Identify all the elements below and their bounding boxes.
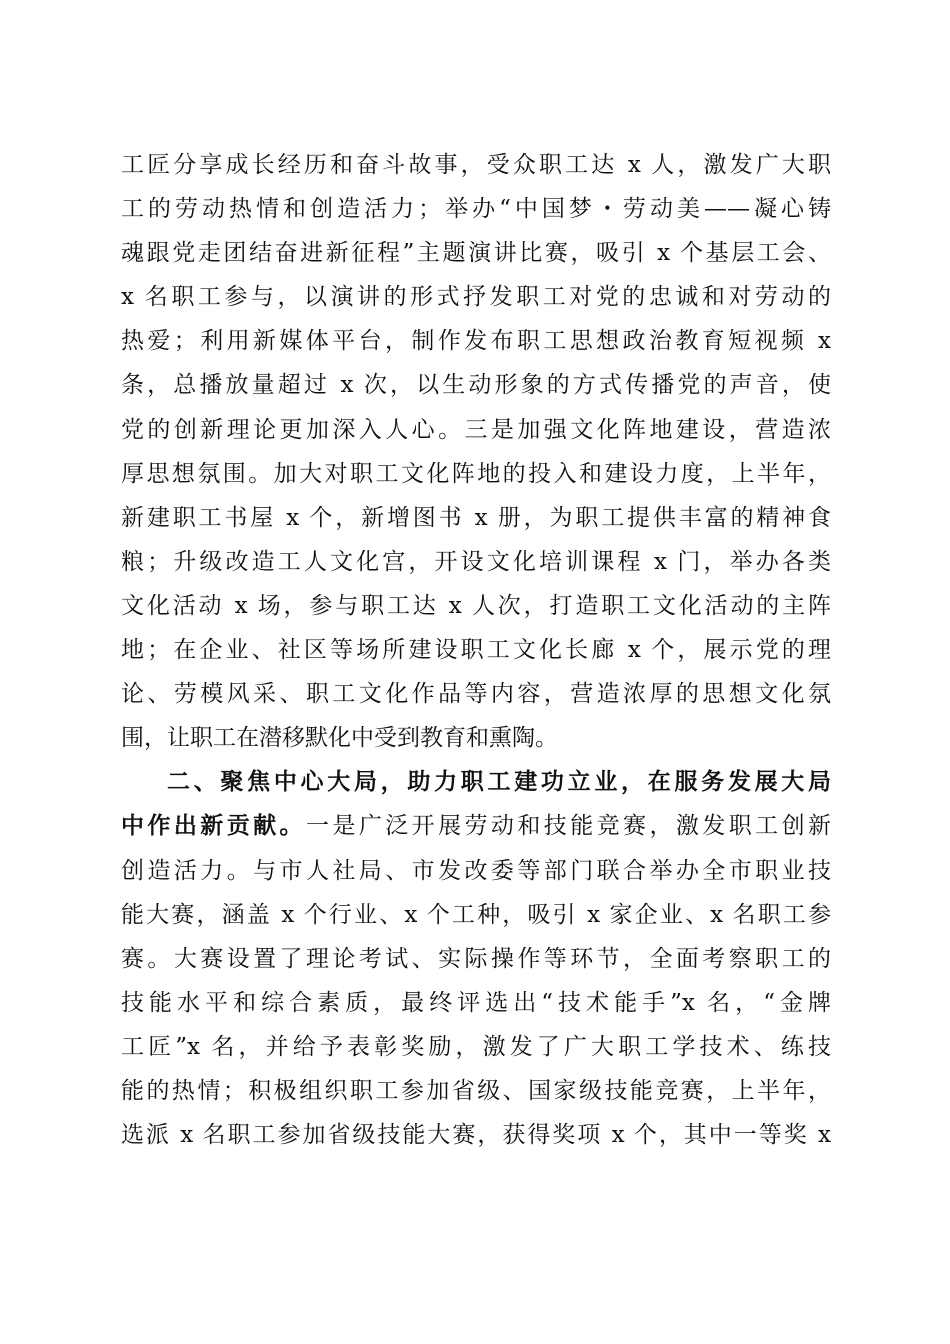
text-line: 地；在企业、社区等场所建设职工文化长廊 x 个，展示党的理: [121, 637, 831, 664]
section-heading-line: [121, 760, 831, 804]
section-heading: 二、聚焦中心大局，助力职工建功立业，在服务发展大局: [167, 769, 831, 796]
text-line: 工的劳动热情和创造活力；举办“中国梦・劳动美——凝心铸: [121, 196, 831, 223]
text-line: 新建职工书屋 x 个，新增图书 x 册，为职工提供丰富的精神食: [121, 504, 831, 531]
text-line: 赛。大赛设置了理论考试、实际操作等环节，全面考察职工的: [121, 945, 831, 972]
text-line: 条，总播放量超过 x 次，以生动形象的方式传播党的声音，使: [121, 372, 831, 399]
text-line: 论、劳模风采、职工文化作品等内容，营造浓厚的思想文化氛: [121, 681, 831, 708]
document-body: [121, 143, 831, 1157]
text-line: 粮；升级改造工人文化宫，开设文化培训课程 x 门，举办各类: [121, 548, 831, 575]
text-line: 能的热情；积极组织职工参加省级、国家级技能竞赛，上半年，: [121, 1077, 831, 1104]
text-line: 能大赛，涵盖 x 个行业、x 个工种，吸引 x 家企业、x 名职工参: [121, 901, 831, 928]
text-line: 围，让职工在潜移默化中受到教育和熏陶。: [121, 725, 558, 752]
section-heading-end: 中作出新贡献。: [121, 813, 306, 840]
text-line: 文化活动 x 场，参与职工达 x 人次，打造职工文化活动的主阵: [121, 592, 831, 619]
text-line: [121, 804, 831, 848]
text-line: 创造活力。与市人社局、市发改委等部门联合举办全市职业技: [121, 857, 831, 884]
text-line: 党的创新理论更加深入人心。三是加强文化阵地建设，营造浓: [121, 416, 831, 443]
text-line: 魂跟党走团结奋进新征程”主题演讲比赛，吸引 x 个基层工会、: [121, 240, 831, 267]
text-line: 工匠分享成长经历和奋斗故事，受众职工达 x 人，激发广大职: [121, 152, 831, 178]
text-line: 工匠”x 名，并给予表彰奖励，激发了广大职工学技术、练技: [121, 1033, 831, 1060]
text-span: 一是广泛开展劳动和技能竞赛，激发职工创新: [305, 813, 832, 840]
text-line: x 名职工参与，以演讲的形式抒发职工对党的忠诚和对劳动的: [121, 284, 831, 311]
text-line: 热爱；利用新媒体平台，制作发布职工思想政治教育短视频 x: [121, 328, 831, 355]
text-line: 选派 x 名职工参加省级技能大赛，获得奖项 x 个，其中一等奖 x: [121, 1122, 831, 1149]
text-line: 厚思想氛围。加大对职工文化阵地的投入和建设力度，上半年，: [121, 460, 831, 487]
text-line: 技能水平和综合素质，最终评选出“技术能手”x 名，“金牌: [121, 989, 831, 1016]
